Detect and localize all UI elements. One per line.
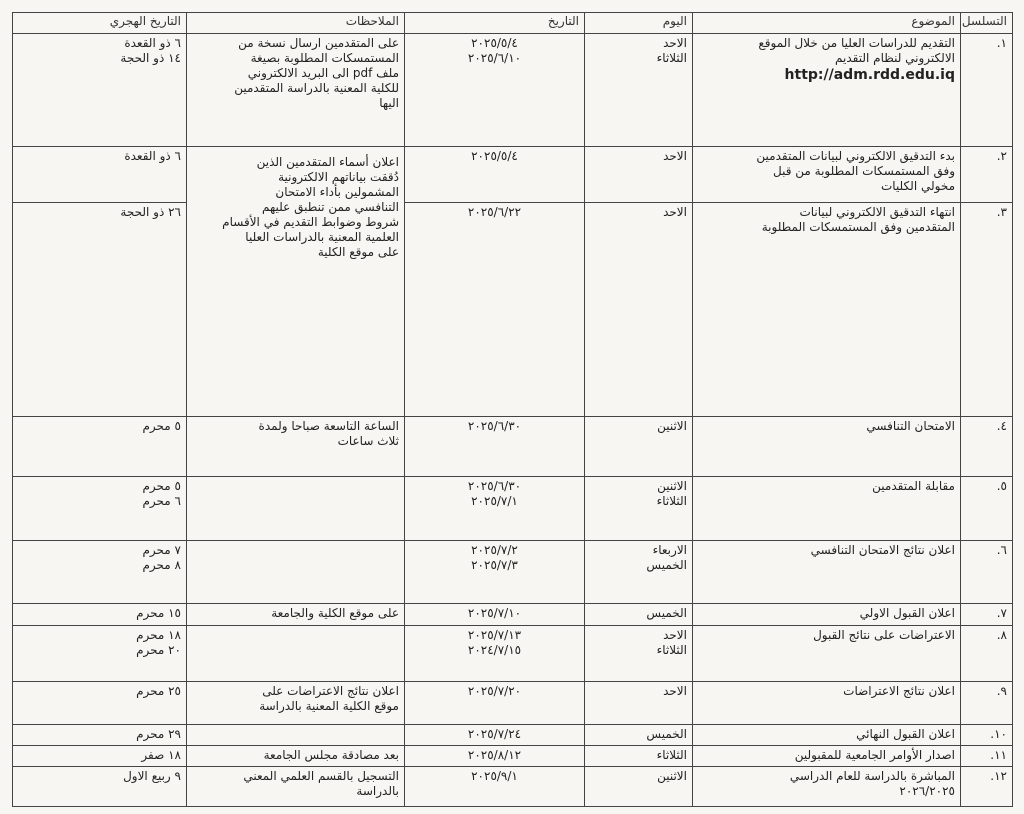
- day-cell: [585, 34, 693, 147]
- day-cell: [585, 417, 693, 477]
- serial-cell: ٧.: [961, 604, 1013, 626]
- notes-line: المستمسكات المطلوبة بصيغة: [250, 51, 399, 65]
- notes-line: على المتقدمين ارسال نسخة من: [238, 36, 399, 50]
- date-line: ٢٠٢٥/٦/١٠: [467, 51, 522, 65]
- serial-cell: ٦.: [961, 541, 1013, 604]
- table-row: [13, 147, 1013, 203]
- date-line: ٢٠٢٥/٦/٣٠: [467, 419, 522, 433]
- subject-cell: [693, 477, 961, 541]
- subject-line: المتقدمين وفق المستمسكات المطلوبة: [761, 220, 955, 234]
- day-cell: [585, 477, 693, 541]
- day-line: الاثنين: [657, 479, 687, 493]
- day-cell: [585, 682, 693, 725]
- hijri-cell: [13, 725, 187, 746]
- subject-cell: [693, 604, 961, 626]
- header-day: اليوم: [585, 13, 693, 34]
- notes-cell: [187, 417, 405, 477]
- notes-cell: [187, 34, 405, 147]
- day-line: الاثنين: [657, 419, 687, 433]
- notes-cell: [187, 746, 405, 767]
- notes-line: التنافسي ممن تنطبق عليهم: [262, 200, 399, 214]
- hijri-cell: [13, 746, 187, 767]
- notes-line: على موقع الكلية: [317, 245, 399, 259]
- table-row: [13, 541, 1013, 604]
- hijri-cell: [13, 767, 187, 807]
- hijri-line: ٩ ربيع الاول: [123, 769, 181, 783]
- hijri-cell: [13, 477, 187, 541]
- subject-cell: [693, 147, 961, 203]
- subject-line: الالكتروني لنظام التقديم: [835, 51, 955, 65]
- date-cell: [405, 767, 585, 807]
- table-row: [13, 725, 1013, 746]
- day-cell: [585, 541, 693, 604]
- hijri-line: ٧ محرم: [142, 543, 181, 557]
- serial-cell: ٣.: [961, 203, 1013, 417]
- notes-cell: [187, 767, 405, 807]
- header-notes: الملاحظات: [187, 13, 405, 34]
- header-serial: التسلسل: [961, 13, 1013, 34]
- date-line: ٢٠٢٥/٦/٢٢: [467, 205, 522, 219]
- hijri-line: ١٨ صفر: [141, 748, 181, 762]
- subject-line: بدء التدقيق الالكتروني لبيانات المتقدمين: [756, 149, 955, 163]
- date-line: ٢٠٢٥/٧/٢٤: [467, 727, 522, 741]
- header-date: التاريخ: [405, 13, 585, 34]
- day-cell: [585, 626, 693, 682]
- hijri-cell: [13, 682, 187, 725]
- day-line: الاحد: [663, 205, 687, 219]
- hijri-line: ١٥ محرم: [136, 606, 181, 620]
- subject-line: ٢٠٢٦/٢٠٢٥: [899, 784, 955, 798]
- serial-cell: ١٢.: [961, 767, 1013, 807]
- date-cell: [405, 34, 585, 147]
- subject-cell: [693, 417, 961, 477]
- notes-line: التسجيل بالقسم العلمي المعني: [243, 769, 399, 783]
- day-cell: [585, 725, 693, 746]
- date-line: ٢٠٢٥/٧/٣: [471, 558, 518, 572]
- notes-line: بعد مصادقة مجلس الجامعة: [263, 748, 399, 762]
- table-row: [13, 417, 1013, 477]
- subject-line: اعلان نتائج الاعتراضات: [843, 684, 955, 698]
- serial-cell: ٨.: [961, 626, 1013, 682]
- day-cell: [585, 746, 693, 767]
- header-row: [13, 13, 1013, 34]
- subject-line: التقديم للدراسات العليا من خلال الموقع: [758, 36, 955, 50]
- date-cell: [405, 682, 585, 725]
- subject-line: انتهاء التدقيق الالكتروني لبيانات: [799, 205, 955, 219]
- date-line: ٢٠٢٥/٩/١: [471, 769, 518, 783]
- subject-line: اعلان نتائج الامتحان التنافسي: [810, 543, 955, 557]
- notes-line: دُققت بياناتهم الالكترونية: [278, 170, 399, 184]
- subject-cell: [693, 541, 961, 604]
- subject-line: اعلان القبول النهائي: [856, 727, 955, 741]
- notes-line: اعلان أسماء المتقدمين الذين: [256, 155, 399, 169]
- hijri-cell: [13, 203, 187, 417]
- notes-line: الساعة التاسعة صباحا ولمدة: [258, 419, 399, 433]
- subject-cell: [693, 725, 961, 746]
- subject-line: اصدار الأوامر الجامعية للمقبولين: [794, 748, 955, 762]
- hijri-line: ٢٩ محرم: [136, 727, 181, 741]
- day-line: الخميس: [646, 606, 687, 620]
- table-row: [13, 767, 1013, 807]
- subject-line: وفق المستمسكات المطلوبة من قبل: [773, 164, 955, 178]
- notes-cell: [187, 604, 405, 626]
- day-line: الاحد: [663, 628, 687, 642]
- table-row: [13, 626, 1013, 682]
- date-cell: [405, 417, 585, 477]
- hijri-cell: [13, 34, 187, 147]
- application-url-link[interactable]: http://adm.rdd.edu.iq: [784, 67, 955, 83]
- day-line: الثلاثاء: [656, 643, 687, 657]
- hijri-cell: [13, 147, 187, 203]
- hijri-line: ٦ ذو القعدة: [124, 149, 181, 163]
- date-cell: [405, 604, 585, 626]
- date-line: ٢٠٢٥/٨/١٢: [467, 748, 522, 762]
- serial-cell: ١١.: [961, 746, 1013, 767]
- day-line: الاحد: [663, 684, 687, 698]
- schedule-table: [12, 12, 1013, 807]
- hijri-line: ١٨ محرم: [136, 628, 181, 642]
- header-subject: الموضوع: [693, 13, 961, 34]
- subject-line: اعلان القبول الاولي: [859, 606, 955, 620]
- day-line: الخميس: [646, 727, 687, 741]
- date-line: ٢٠٢٥/٥/٤: [471, 36, 518, 50]
- hijri-line: ٢٥ محرم: [136, 684, 181, 698]
- day-cell: [585, 767, 693, 807]
- day-line: الثلاثاء: [656, 494, 687, 508]
- subject-line: مخولي الكليات: [880, 179, 955, 193]
- notes-line: شروط وضوابط التقديم في الأقسام: [222, 215, 399, 229]
- serial-cell: ٥.: [961, 477, 1013, 541]
- hijri-cell: [13, 541, 187, 604]
- notes-line: على موقع الكلية والجامعة: [271, 606, 399, 620]
- table-row: [13, 746, 1013, 767]
- subject-cell: [693, 203, 961, 417]
- date-line: ٢٠٢٥/٧/١٠: [467, 606, 522, 620]
- subject-line: الامتحان التنافسي: [866, 419, 955, 433]
- notes-line: المشمولين بأداء الامتحان: [275, 185, 399, 199]
- table-row: [13, 604, 1013, 626]
- date-line: ٢٠٢٥/٧/٢: [471, 543, 518, 557]
- notes-cell: [187, 682, 405, 725]
- serial-cell: ٤.: [961, 417, 1013, 477]
- subject-cell: [693, 626, 961, 682]
- serial-cell: ١٠.: [961, 725, 1013, 746]
- day-line: الثلاثاء: [656, 748, 687, 762]
- serial-cell: ٢.: [961, 147, 1013, 203]
- hijri-line: ١٤ ذو الحجة: [120, 51, 181, 65]
- date-line: ٢٠٢٥/٧/١٣: [467, 628, 522, 642]
- subject-line: المباشرة بالدراسة للعام الدراسي: [789, 769, 955, 783]
- notes-line: ملف pdf الى البريد الالكتروني: [247, 66, 399, 80]
- notes-line: بالدراسة: [356, 784, 399, 798]
- date-cell: [405, 725, 585, 746]
- table-row: [13, 477, 1013, 541]
- subject-line: مقابلة المتقدمين: [872, 479, 955, 493]
- header-hijri: التاريخ الهجري: [13, 13, 187, 34]
- date-cell: [405, 746, 585, 767]
- hijri-cell: [13, 604, 187, 626]
- day-line: الثلاثاء: [656, 51, 687, 65]
- notes-line: ثلاث ساعات: [337, 434, 399, 448]
- date-line: ٢٠٢٥/٧/١: [471, 494, 518, 508]
- hijri-line: ٢٠ محرم: [136, 643, 181, 657]
- hijri-line: ٦ محرم: [142, 494, 181, 508]
- date-cell: [405, 626, 585, 682]
- day-cell: [585, 147, 693, 203]
- date-line: ٢٠٢٥/٦/٣٠: [467, 479, 522, 493]
- notes-line: العلمية المعنية بالدراسات العليا: [245, 230, 399, 244]
- subject-cell: [693, 682, 961, 725]
- notes-cell: [187, 725, 405, 746]
- hijri-line: ٢٦ ذو الحجة: [120, 205, 181, 219]
- hijri-line: ٥ محرم: [142, 479, 181, 493]
- subject-cell: [693, 746, 961, 767]
- notes-cell: [187, 626, 405, 682]
- subject-cell: [693, 767, 961, 807]
- date-line: ٢٠٢٥/٥/٤: [471, 149, 518, 163]
- serial-cell: ١.: [961, 34, 1013, 147]
- notes-cell: [187, 147, 405, 417]
- day-line: الاثنين: [657, 769, 687, 783]
- day-line: الاحد: [663, 149, 687, 163]
- day-line: الخميس: [646, 558, 687, 572]
- table-row: [13, 203, 1013, 417]
- day-line: الاربعاء: [652, 543, 687, 557]
- day-cell: [585, 203, 693, 417]
- notes-line: اعلان نتائج الاعتراضات على: [262, 684, 399, 698]
- notes-line: للكلية المعنية بالدراسة المتقدمين: [234, 81, 399, 95]
- hijri-line: ٥ محرم: [142, 419, 181, 433]
- day-line: الاحد: [663, 36, 687, 50]
- hijri-cell: [13, 626, 187, 682]
- hijri-line: ٦ ذو القعدة: [124, 36, 181, 50]
- subject-line: الاعتراضات على نتائج القبول: [813, 628, 955, 642]
- date-cell: [405, 541, 585, 604]
- notes-line: اليها: [379, 96, 399, 110]
- day-cell: [585, 604, 693, 626]
- notes-cell: [187, 541, 405, 604]
- date-line: ٢٠٢٤/٧/١٥: [467, 643, 522, 657]
- table-row: [13, 34, 1013, 147]
- date-line: ٢٠٢٥/٧/٢٠: [467, 684, 522, 698]
- date-cell: [405, 147, 585, 203]
- notes-line: موقع الكلية المعنية بالدراسة: [259, 699, 399, 713]
- hijri-cell: [13, 417, 187, 477]
- subject-cell: [693, 34, 961, 147]
- notes-cell: [187, 477, 405, 541]
- table-row: [13, 682, 1013, 725]
- date-cell: [405, 477, 585, 541]
- date-cell: [405, 203, 585, 417]
- hijri-line: ٨ محرم: [142, 558, 181, 572]
- serial-cell: ٩.: [961, 682, 1013, 725]
